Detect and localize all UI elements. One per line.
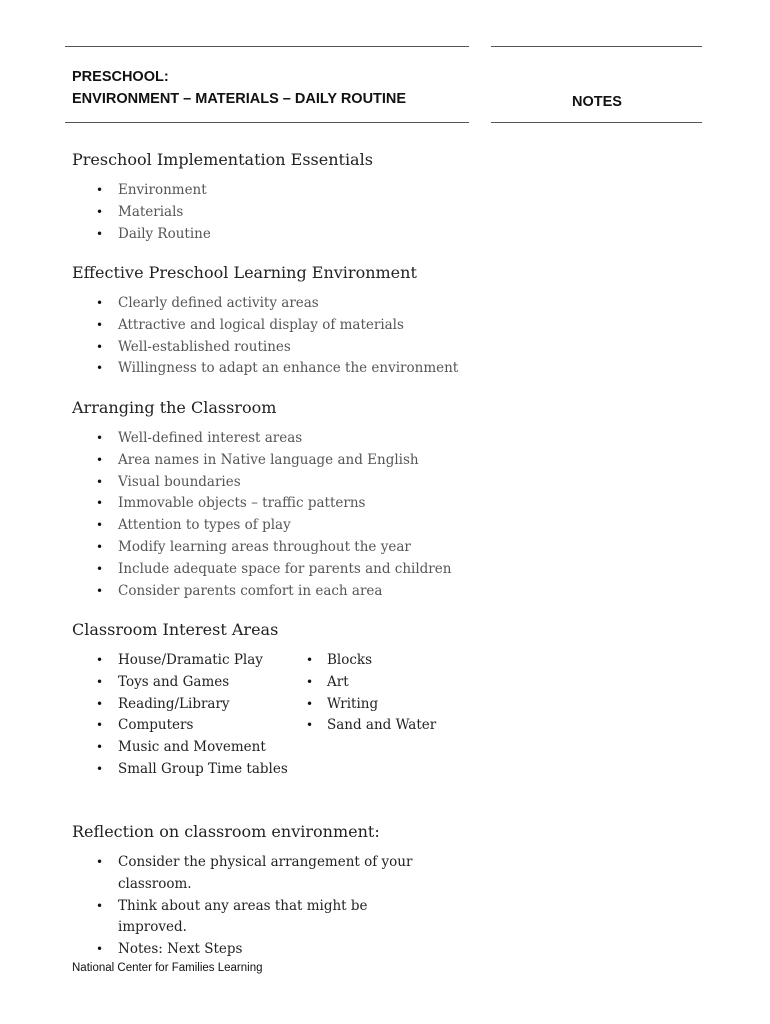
list-item: • Well-defined interest areas xyxy=(96,430,303,446)
list-item: • Art xyxy=(306,673,349,690)
list-item: • Attractive and logical display of materials xyxy=(96,316,404,333)
list-item: • Think about any areas that might be improved. xyxy=(96,897,368,936)
list-item: • Include adequate space for parents and children xyxy=(96,560,452,577)
list-item: • Consider the physical arrangement of your classroom. xyxy=(96,854,413,892)
list-item: • Clearly defined activity areas xyxy=(96,295,319,311)
effective-list xyxy=(72,293,458,380)
list-item: • Reading/Library xyxy=(96,695,230,712)
interest-heading: Classroom Interest Areas xyxy=(72,620,279,639)
list-item: • Environment xyxy=(96,182,207,198)
list-item: • Modify learning areas throughout the year xyxy=(96,538,411,555)
list-item: • Computers xyxy=(96,717,194,734)
list-item: • Area names in Native language and English xyxy=(96,451,419,468)
list-item: • Well-established routines xyxy=(96,338,291,355)
list-item: • Consider parents comfort in each area xyxy=(96,582,383,599)
list-item: • Notes: Next Steps xyxy=(96,941,243,958)
list-item: • Writing xyxy=(306,695,379,712)
list-item: • Sand and Water xyxy=(306,717,437,734)
list-item: • Attention to types of play xyxy=(96,517,291,534)
list-item: • Music and Movement xyxy=(96,739,266,756)
notes-heading: NOTES xyxy=(572,94,622,110)
header-bottom-rule-left xyxy=(65,122,469,123)
essentials-list xyxy=(72,180,211,245)
arranging-heading: Arranging the Classroom xyxy=(72,398,277,417)
effective-heading: Effective Preschool Learning Environment xyxy=(72,263,417,282)
header-top-rule-left xyxy=(65,46,469,47)
list-item: • Willingness to adapt an enhance the environment xyxy=(96,360,459,377)
interest-list-col2 xyxy=(306,650,436,737)
header-bottom-rule-right xyxy=(491,122,702,123)
header-top-rule-right xyxy=(491,46,702,47)
list-item: • Immovable objects – traffic patterns xyxy=(96,495,366,512)
essentials-heading: Preschool Implementation Essentials xyxy=(72,150,373,169)
list-item: • Visual boundaries xyxy=(96,473,241,490)
list-item: • Daily Routine xyxy=(96,225,211,242)
title-line-1: PRESCHOOL: xyxy=(72,69,169,85)
list-item: • Small Group Time tables xyxy=(96,760,288,777)
reflection-list xyxy=(72,852,418,961)
page-title xyxy=(72,66,406,110)
list-item: • Materials xyxy=(96,203,184,220)
list-item: • House/Dramatic Play xyxy=(96,652,263,668)
list-item: • Blocks xyxy=(306,652,373,668)
reflection-heading: Reflection on classroom environment: xyxy=(72,822,380,841)
title-line-2: ENVIRONMENT – MATERIALS – DAILY ROUTINE xyxy=(72,91,407,107)
interest-list-col1 xyxy=(72,650,288,781)
arranging-list xyxy=(72,428,451,602)
footer-credit: National Center for Families Learning xyxy=(72,962,263,974)
list-item: • Toys and Games xyxy=(96,673,230,690)
